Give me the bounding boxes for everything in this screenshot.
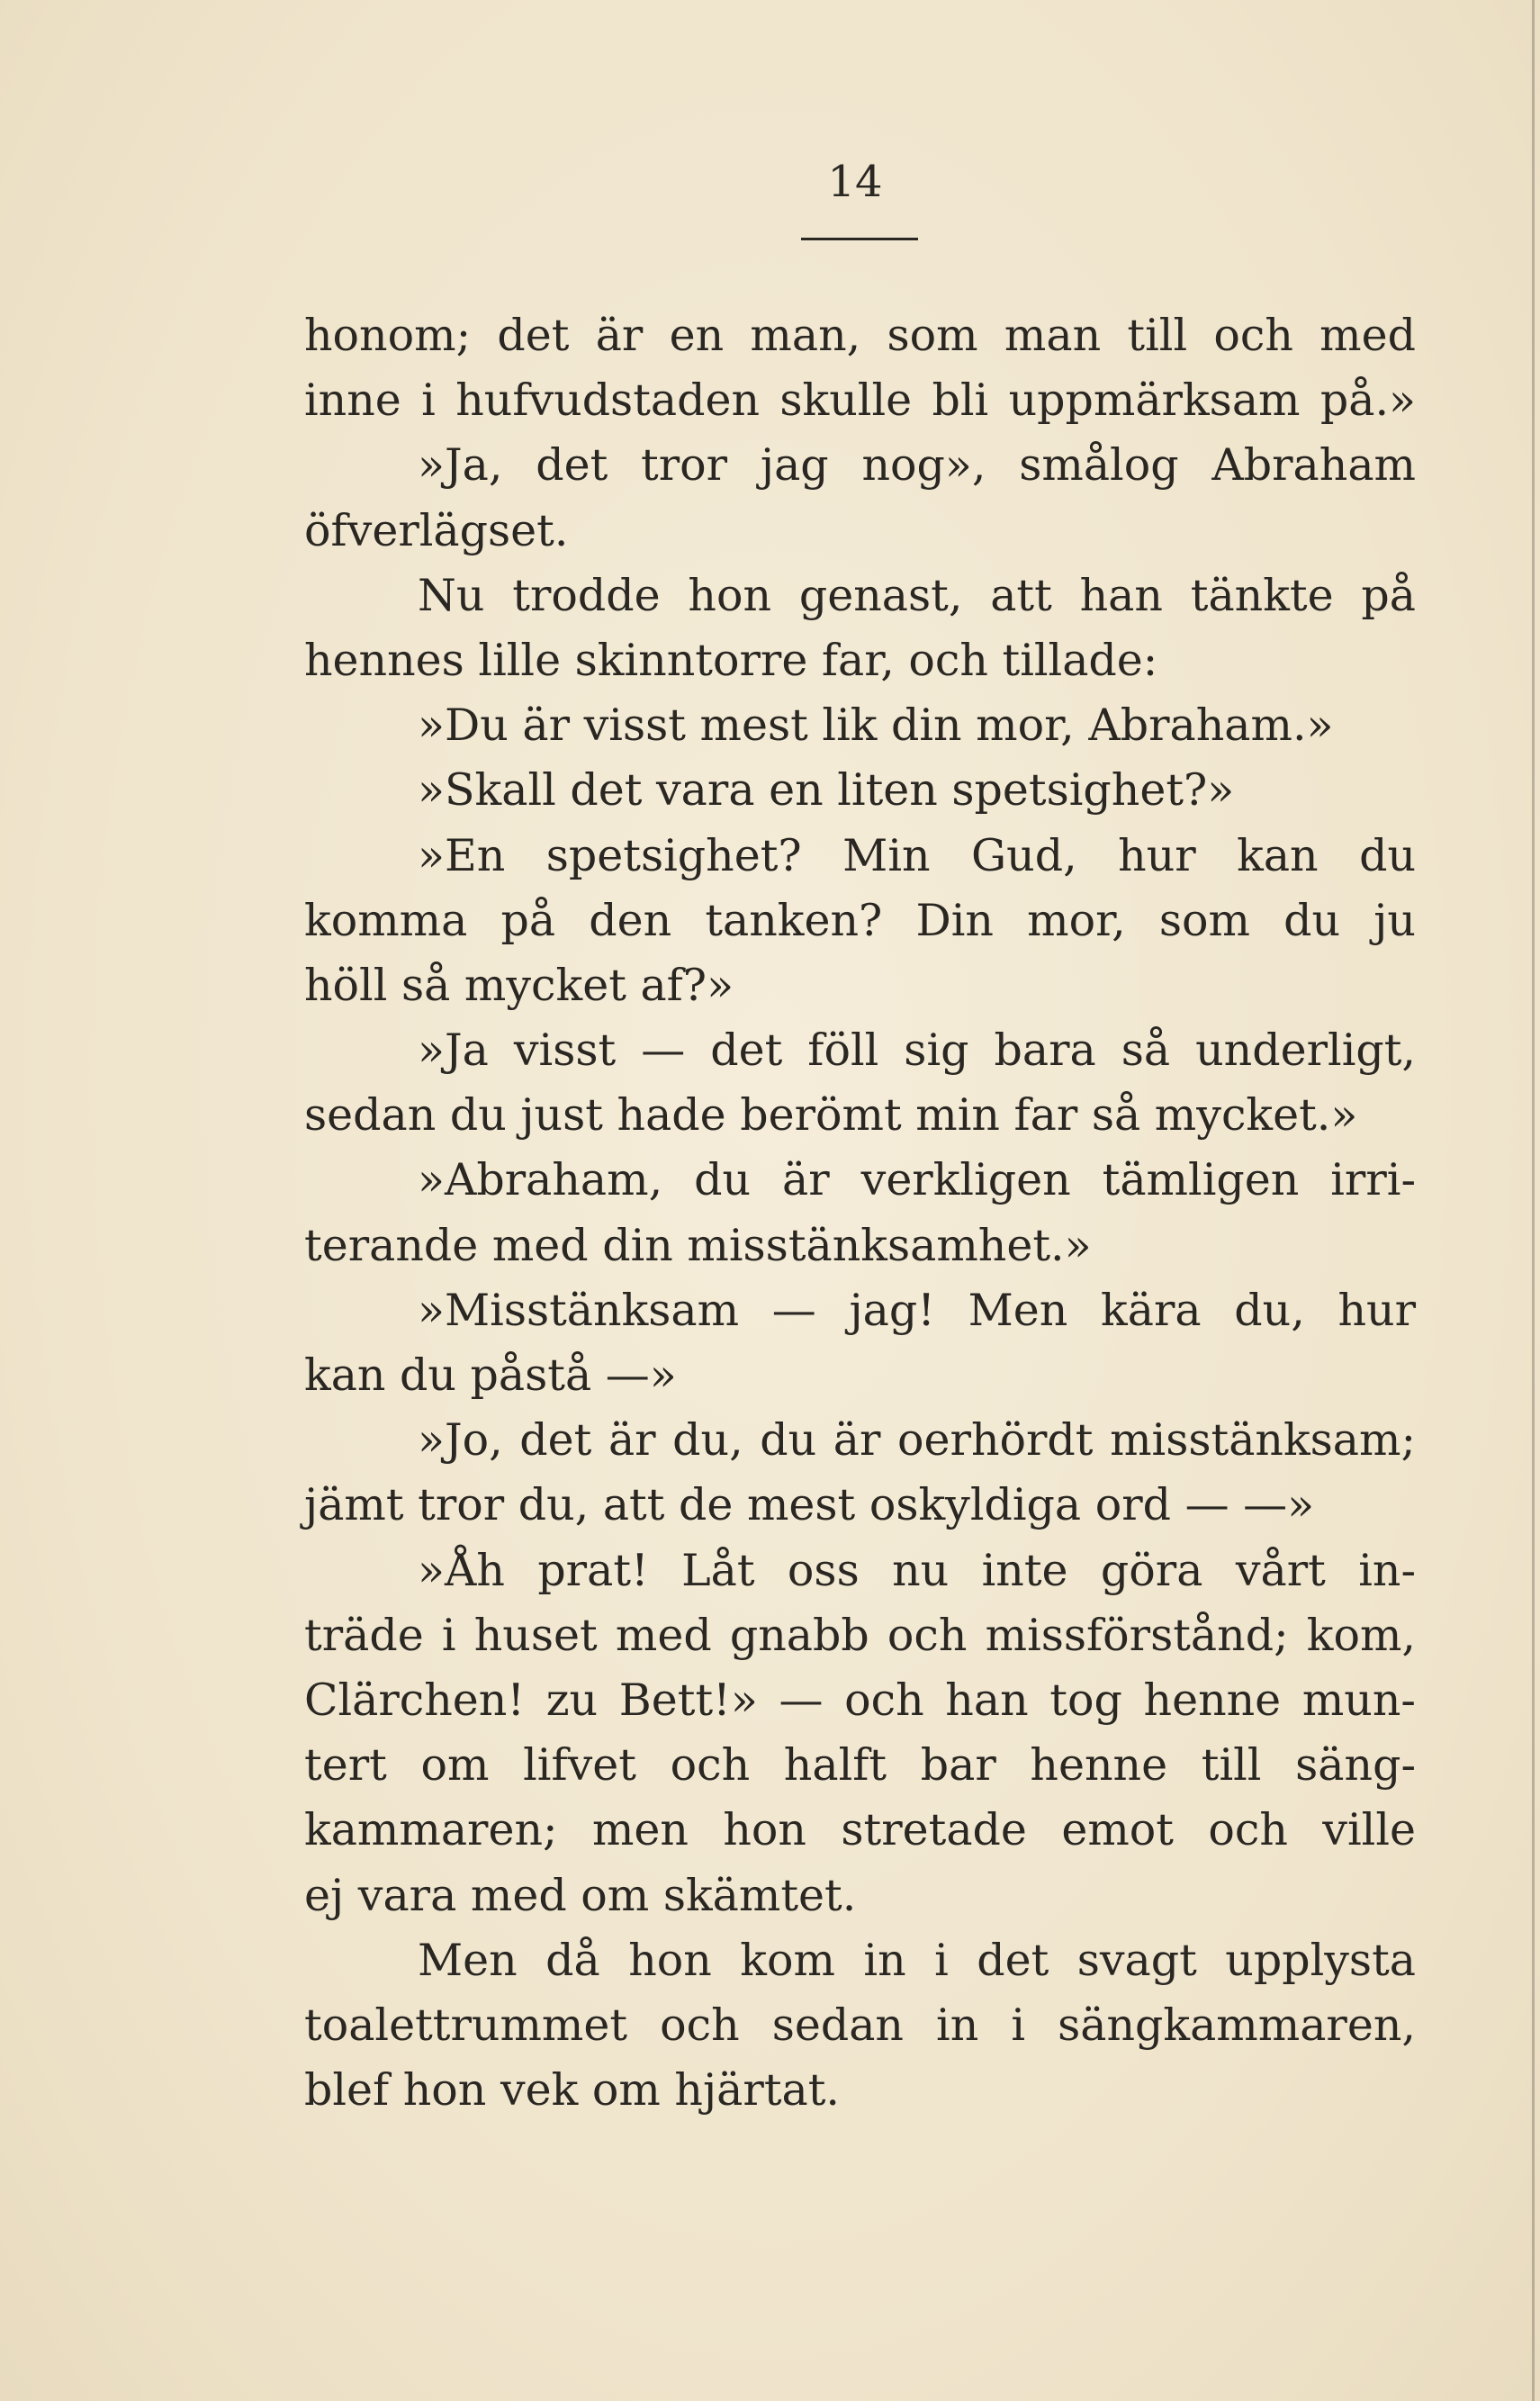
text-line: komma på den tanken? Din mor, som du ju bbox=[304, 894, 1416, 946]
text-line: Nu trodde hon genast, att han tänkte på bbox=[418, 569, 1416, 621]
text-line: »Skall det vara en liten spetsighet?» bbox=[418, 764, 1235, 817]
page-number-rule bbox=[801, 238, 918, 240]
text-line: jämt tror du, att de mest oskyldiga ord — —» bbox=[304, 1479, 1315, 1531]
text-line: Clärchen! zu Bett!» — och han tog henne mun- bbox=[304, 1674, 1416, 1726]
text-line: kan du påstå —» bbox=[304, 1349, 677, 1401]
text-line: honom; det är en man, som man till och med bbox=[304, 310, 1416, 361]
text-line: Men då hon kom in i det svagt upplysta bbox=[418, 1934, 1416, 1986]
text-line: sedan du just hade berömt min far så mycket.» bbox=[304, 1089, 1358, 1142]
text-line: »Misstänksam — jag! Men kära du, hur bbox=[418, 1284, 1416, 1336]
text-line: blef hon vek om hjärtat. bbox=[304, 2064, 840, 2117]
text-line: inne i hufvudstaden skulle bli uppmärksam på.» bbox=[304, 375, 1416, 427]
text-line: »Ja visst — det föll sig bara så underligt, bbox=[418, 1024, 1416, 1077]
text-line: toalettrummet och sedan in i sängkammaren, bbox=[304, 1999, 1416, 2051]
text-line: »En spetsighet? Min Gud, hur kan du bbox=[418, 829, 1416, 881]
text-line: kammaren; men hon stretade emot och ville bbox=[304, 1804, 1416, 1856]
text-line: hennes lille skinntorre far, och tillade: bbox=[304, 634, 1158, 686]
text-line: höll så mycket af?» bbox=[304, 959, 734, 1011]
text-line: »Ja, det tror jag nog», smålog Abraham bbox=[418, 439, 1416, 492]
body-text bbox=[304, 303, 1416, 2123]
page-number: 14 bbox=[827, 157, 883, 207]
text-line: träde i huset med gnabb och missförstånd; kom, bbox=[304, 1609, 1416, 1661]
text-line: terande med din misstänksamhet.» bbox=[304, 1219, 1092, 1271]
text-line: öfverlägset. bbox=[304, 504, 569, 556]
text-line: »Du är visst mest lik din mor, Abraham.» bbox=[418, 700, 1334, 752]
text-line: »Abraham, du är verkligen tämligen irri- bbox=[418, 1154, 1416, 1206]
text-line: ej vara med om skämtet. bbox=[304, 1869, 857, 1921]
text-line: »Åh prat! Låt oss nu inte göra vårt in- bbox=[418, 1544, 1416, 1596]
text-line: tert om lifvet och halft bar henne till säng- bbox=[304, 1739, 1416, 1792]
page-edge-shadow bbox=[1532, 0, 1535, 2401]
text-line: »Jo, det är du, du är oerhördt misstänksam; bbox=[418, 1414, 1416, 1467]
